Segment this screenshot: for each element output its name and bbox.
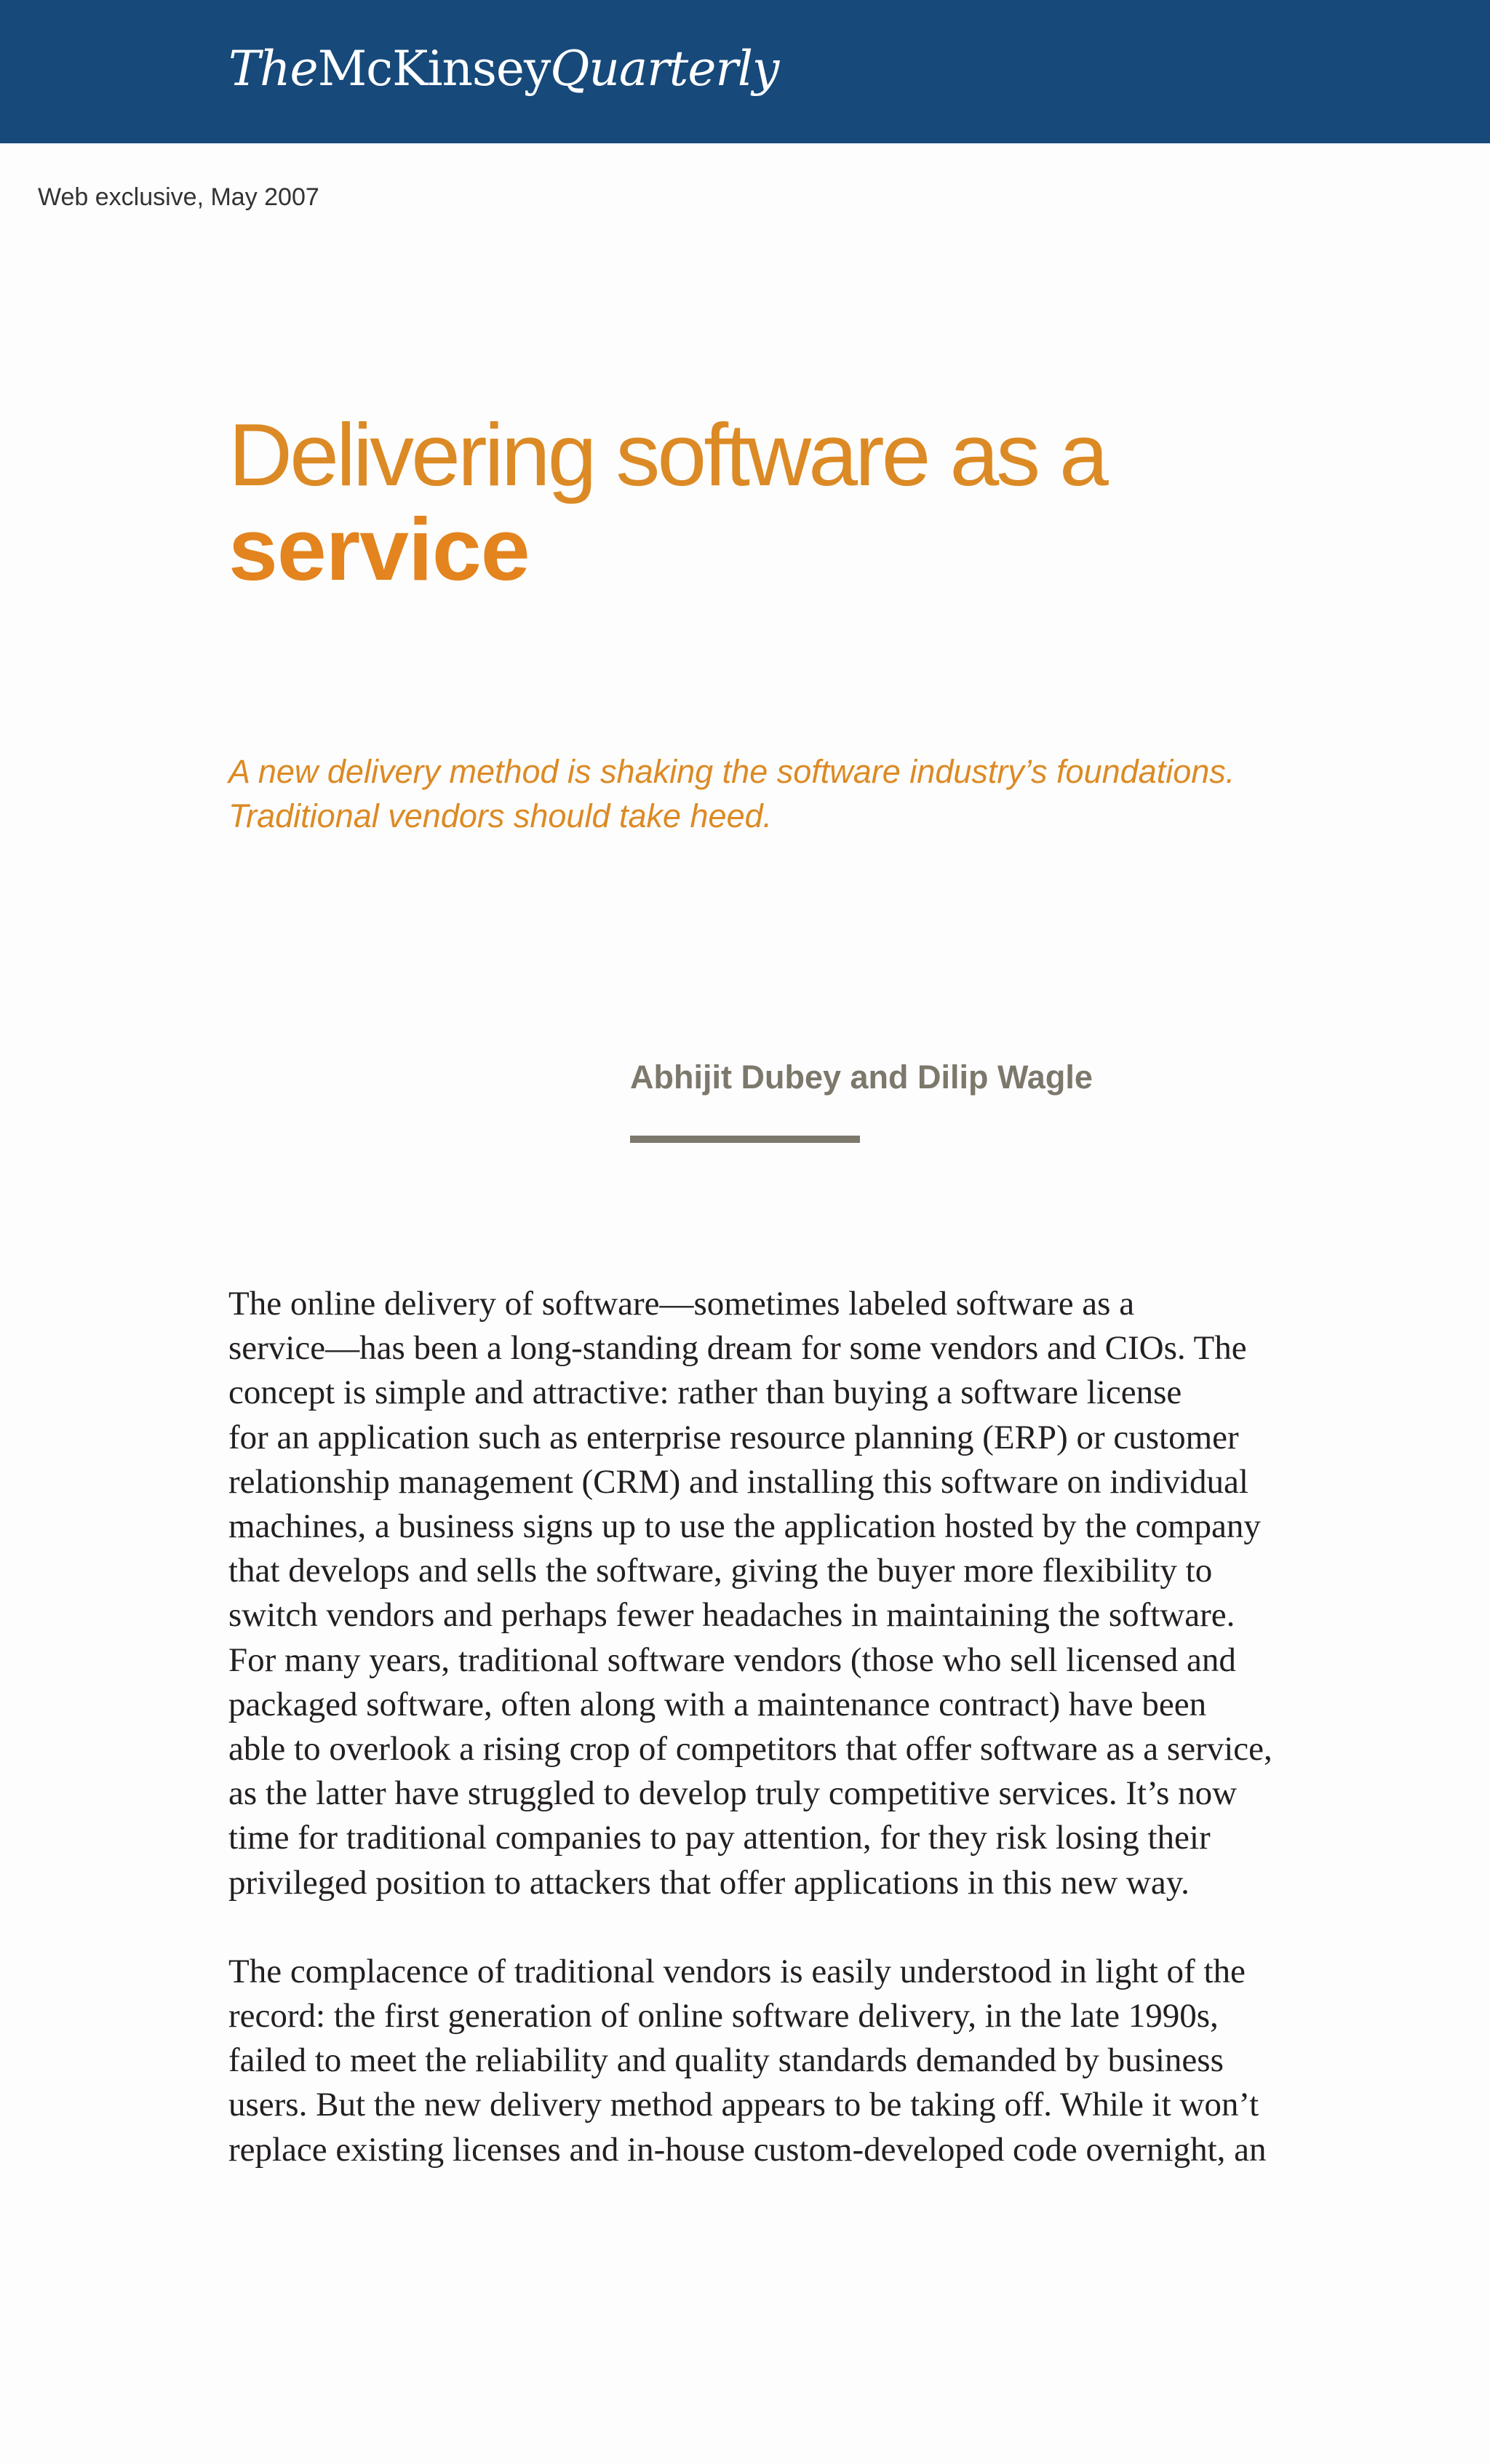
body-line: For many years, traditional software vendors (those who sell licensed and	[228, 1640, 1236, 1679]
body-line: relationship management (CRM) and installing this software on individual	[228, 1462, 1248, 1501]
deck-line: A new delivery method is shaking the software industry’s foundations.	[228, 753, 1235, 790]
body-line: replace existing licenses and in-house custom-developed code overnight, an	[228, 2130, 1267, 2169]
article-title-bold: service	[228, 500, 530, 599]
body-line: The online delivery of software—sometimes labeled software as a	[228, 1285, 1135, 1323]
body-line: privileged position to attackers that offer applications in this new way.	[228, 1863, 1190, 1902]
masthead-bar	[0, 0, 1490, 143]
masthead-mckinsey: McKinsey	[317, 41, 551, 97]
article-deck	[228, 749, 1393, 838]
body-line: record: the first generation of online software delivery, in the late 1990s,	[228, 1997, 1219, 2036]
body-paragraph	[228, 1282, 1363, 1905]
body-line: time for traditional companies to pay attention, for they risk losing their	[228, 1819, 1211, 1857]
body-line: service—has been a long-standing dream for some vendors and CIOs. The	[228, 1329, 1247, 1368]
body-line: able to overlook a rising crop of competitors that offer software as a service,	[228, 1730, 1272, 1769]
body-line: packaged software, often along with a maintenance contract) have been	[228, 1685, 1207, 1723]
deck-line: Traditional vendors should take heed.	[228, 797, 773, 834]
masthead-the: The	[228, 41, 318, 97]
body-line: as the latter have struggled to develop truly competitive services. It’s now	[228, 1774, 1238, 1813]
dateline: Web exclusive, May 2007	[38, 183, 319, 211]
body-line: for an application such as enterprise resource planning (ERP) or customer	[228, 1418, 1239, 1456]
masthead-quarterly: Quarterly	[550, 41, 779, 97]
article-title-light: Delivering software as a	[228, 405, 1106, 504]
body-line: failed to meet the reliability and quality standards demanded by business	[228, 2041, 1224, 2080]
article-body	[228, 1282, 1363, 2217]
body-line: that develops and sells the software, giving the buyer more flexibility to	[228, 1552, 1213, 1590]
body-line: machines, a business signs up to use the application hosted by the company	[228, 1507, 1261, 1546]
body-line: The complacence of traditional vendors is easily understood in light of the	[228, 1952, 1246, 1990]
article-authors: Abhijit Dubey and Dilip Wagle	[630, 1058, 1093, 1096]
body-line: concept is simple and attractive: rather than buying a software license	[228, 1373, 1182, 1412]
author-divider	[630, 1136, 860, 1143]
article-title	[228, 407, 1320, 597]
body-line: users. But the new delivery method appears to be taking off. While it won’t	[228, 2086, 1259, 2124]
body-paragraph	[228, 1950, 1363, 2172]
body-line: switch vendors and perhaps fewer headaches in maintaining the software.	[228, 1596, 1235, 1635]
masthead-logo	[228, 36, 778, 102]
